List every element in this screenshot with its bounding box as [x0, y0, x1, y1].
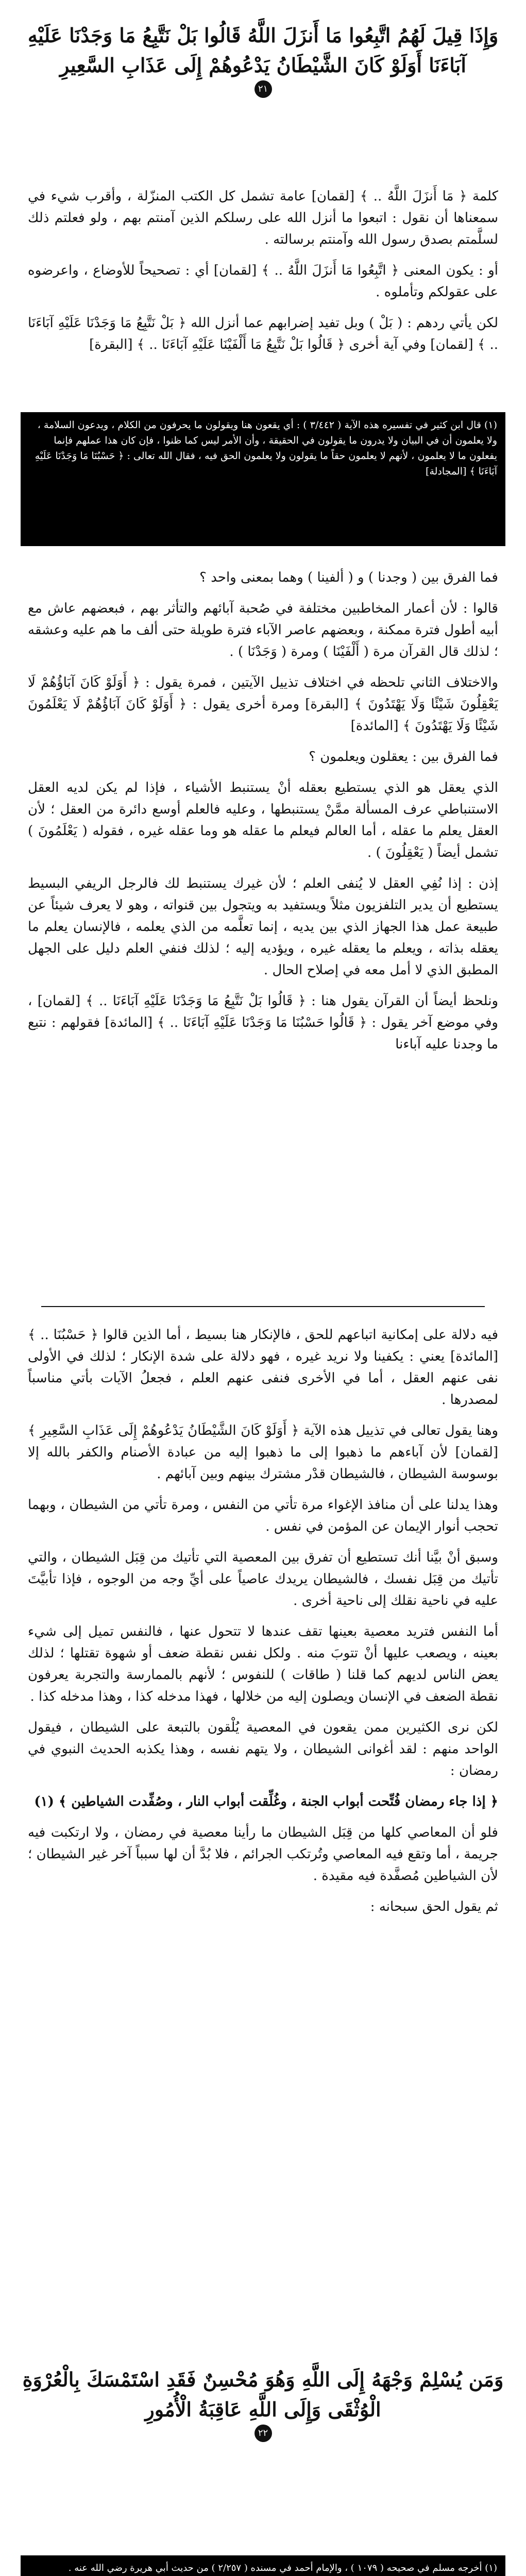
section-3	[28, 1324, 498, 1927]
header-verse-number-wrap	[21, 80, 505, 98]
section-2	[28, 567, 498, 1064]
section-divider	[41, 1306, 485, 1307]
section3-p6: لكن نرى الكثيرين ممن يقعون في المعصية يُلْقون بالتبعة على الشيطان ، فيقول الواحد منهم : لقد أغوانى الشيطان ، ولا يتهم نفسه ، وهذا يكذبه الحديث النبوي في رمضان :	[28, 1720, 498, 1778]
header-verse-number: ٢١	[254, 80, 272, 98]
section3-p8: فلو أن المعاصي كلها من قِبَل الشيطان ما رأينا معصية في رمضان ، ولا ارتكبت فيه جريمة ، أما وتقع فيه المعاصي وتُرتكب الجرائم ، فلا بُدَّ أن لها سبباً آخر غير الشيطان ؛ لأن الشياطين مُصفَّدة فيه مقيدة .	[28, 1825, 498, 1884]
section1-p2: أو : يكون المعنى ﴿ اتَّبِعُوا مَا أَنزَلَ اللَّهُ .. ﴾ [لقمان] أي : تصحيحاً للأوضاع ، واعرضوه على عقولكم وتأملوه .	[28, 263, 498, 300]
header-verse-text: وَإِذَا قِيلَ لَهُمُ اتَّبِعُوا مَا أَنزَلَ اللَّهُ قَالُوا بَلْ نَتَّبِعُ مَا وَجَدْنَا عَلَيْهِ آبَاءَنَا أَوَلَوْ كَانَ الشَّيْطَانُ يَدْعُوهُمْ إِلَى عَذَابِ السَّعِيرِ	[27, 24, 499, 77]
section3-p5: أما النفس فتريد معصية بعينها تقف عندها لا تتحول عنها ، فالنفس تميل إلى شيء بعينه ، ويصعب عليها أنْ تتوبَ منه . ولكل نفس نقطة ضعف أو شهوة تقتلها ؛ لذلك يعض الناس لديهم كما قلنا ( طاقات ) للنفوس ؛ لأنهم بالممارسة والتجربة يعرفون نقطة الضعف في الإنسان ويصلون إليه من خلالها ، فهذا مدخله كذا ، وهذا مدخله كذا .	[28, 1624, 498, 1704]
section3-p3: وهذا يدلنا على أن منافذ الإغواء مرة تأتي من النفس ، ومرة تأتي من الشيطان ، وبهما تحجب أنوار الإيمان عن المؤمن في نفس .	[28, 1497, 498, 1534]
section2-p1: فما الفرق بين ( وجدنا ) و ( ألفينا ) وهما بمعنى واحد ؟	[199, 570, 498, 585]
section3-p4: وسبق أنْ بيَّنا أنك تستطيع أن تفرق بين المعصية التي تأتيك من قِبَل الشيطان ، والتي تأتيك من قِبَل نفسك ، فالشيطان يريدك عاصياً على أيِّ وجه من الوجوه ، فإذا تأبيَّتَ عليه في ناحية نقلك إلى ناحية أخرى .	[28, 1550, 498, 1608]
bottom-verse-number-wrap	[21, 2425, 505, 2442]
header-verse	[21, 21, 505, 175]
section2-p5: الذي يعقل هو الذي يستطيع بعقله أنْ يستنبط الأشياء ، فإذا لم يكن لديه العقل الاستنباطي عرف المسألة ممَّنْ يستنبطها ، وعليه فالعلم أوسع دائرة من العقل ؛ لأن العقل يعلم ما عقله ، أما العالم فيعلم ما عقله هو وما عقله غيره ، فقوله ( يَعْلَمُونَ ) تشمل أيضاً ( يَعْقِلُونَ ) .	[28, 780, 498, 860]
section2-p4: فما الفرق بين : يعقلون ويعلمون ؟	[309, 749, 498, 765]
section2-p6: إذن : إذا نُفِي العقل لا يُنفى العلم ؛ لأن غيرك يستنبط لك فالرجل الريفي البسيط يستطيع أن يدير التلفزيون مثلاً ويستفيد به ويتجول بين قنواته ، وهو لا يعرف شيئاً عن طبيعة عمل هذا الجهاز الذي بين يديه ، إنما تعلَّمه من الذي يعلمه ، فالإنسان يعلم ما يعقله بذاته ، ويعلم ما يعقله غيره ، ويؤديه إليه ؛ لذلك فنفي العلم دليل على الجهل المطبق الذي لا أمل معه في إصلاح الحال .	[28, 876, 498, 978]
section2-p7: ونلحظ أيضاً أن القرآن يقول هنا : ﴿ قَالُوا بَلْ نَتَّبِعُ مَا وَجَدْنَا عَلَيْهِ آبَاءَنَا .. ﴾ [لقمان] ، وفي موضع آخر يقول : ﴿ قَالُوا حَسْبُنَا مَا وَجَدْنَا عَلَيْهِ آبَاءَنَا .. ﴾ [المائدة] فقولهم : نتبع ما وجدنا عليه آباءنا	[28, 993, 498, 1052]
footnote-top	[21, 412, 505, 546]
section-1	[28, 185, 498, 365]
section1-p1: كلمة ﴿ مَا أَنزَلَ اللَّهُ .. ﴾ [لقمان] عامة تشمل كل الكتب المنزّلة ، وأقرب شيء في سمعناها أن نقول : اتبعوا ما أنزل الله على رسلكم الذين آمنتم بهم ، ولو فعلتم ذلك لسلَّمتم بصدق رسول الله وآمنتم برسالته .	[28, 189, 498, 247]
section3-p1: فيه دلالة على إمكانية اتباعهم للحق ، فالإنكار هنا بسيط ، أما الذين قالوا ﴿ حَسْبُنَا .. ﴾ [المائدة] يعني : يكفينا ولا نريد غيره ، فهو دلالة على شدة الإنكار ؛ لذلك في الأولى نفى عنهم العقل ، أما في الأخرى فنفى عنهم العلم ، فجعلُ الآيات بأتي مناسباً لمصدرها .	[28, 1327, 498, 1408]
bottom-verse-text: وَمَن يُسْلِمْ وَجْهَهُ إِلَى اللَّهِ وَهُوَ مُحْسِنٌ فَقَدِ اسْتَمْسَكَ بِالْعُرْوَةِ الْوُثْقَى وَإِلَى اللَّهِ عَاقِبَةُ الْأُمُورِ	[22, 2368, 504, 2421]
hadith-quote: ﴿ إذا جاء رمضان فُتِّحت أبواب الجنة ، وغُلِّقت أبواب النار ، وصُفِّدت الشياطين ﴾ (١)	[34, 1794, 498, 1809]
footer-note	[21, 2555, 505, 2576]
section2-p3: والاختلاف الثاني تلحظه في اختلاف تذييل الآيتين ، فمرة يقول : ﴿ أَوَلَوْ كَانَ آبَاؤُهُمْ لَا يَعْقِلُونَ شَيْئًا وَلَا يَهْتَدُونَ ﴾ [البقرة] ومرة أخرى يقول : ﴿ أَوَلَوْ كَانَ آبَاؤُهُمْ لَا يَعْلَمُونَ شَيْئًا وَلَا يَهْتَدُونَ ﴾ [المائدة]	[28, 675, 498, 734]
footnote-top-text: (١) قال ابن كثير في تفسيره هذه الآية ( ٣/٤٤٢ ) : أي يقعون هنا ويقولون ما يحرفون من الكلام ، ويدعون السلامة ، ولا يعلمون أن في البيان ولا يدرون ما يقولون في الحقيقة ، وأن الأمر ليس كما ظنوا ، فإن كان هذا عملهم فإنما يفعلون ما لا يعلمون ، لأنهم لا يعلمون حقاً ما يقولون ولا يعلمون الحق فيه ، فقال الله تعالى : ﴿ حَسْبُنَا مَا وَجَدْنَا عَلَيْهِ آبَاءَنَا ﴾ [المجادلة]	[35, 419, 497, 477]
bottom-verse-number: ٢٢	[254, 2425, 272, 2442]
section3-p2: وهنا يقول تعالى في تذييل هذه الآية ﴿ أَوَلَوْ كَانَ الشَّيْطَانُ يَدْعُوهُمْ إِلَى عَذَابِ السَّعِيرِ ﴾ [لقمان] لأن آباءهم ما ذهبوا إلى ما ذهبوا إليه من عبادة الأصنام والكفر بالله إلا بوسوسة الشيطان ، فالشيطان قدْر مشترك بينهم وبين آبائهم .	[28, 1423, 498, 1482]
section2-p2: قالوا : لأن أعمار المخاطبين مختلفة في صُحبة آبائهم والتأثر بهم ، فبعضهم عاش مع أبيه أطول فترة ممكنة ، وبعضهم عاصر الآباء فترة طويلة حتى ألف ما هم عليه وعشقه ؛ لذلك قال القرآن مرة ( أَلْفَيْنَا ) ومرة ( وَجَدْنَا ) .	[28, 601, 498, 659]
section1-p3: لكن يأتي ردهم : ( بَلْ ) وبل تفيد إضرابهم عما أنزل الله ﴿ بَلْ نَتَّبِعُ مَا وَجَدْنَا عَلَيْهِ آبَاءَنَا .. ﴾ [لقمان] وفي آية أخرى ﴿ قَالُوا بَلْ نَتَّبِعُ مَا أَلْفَيْنَا عَلَيْهِ آبَاءَنَا .. ﴾ [البقرة]	[28, 315, 498, 352]
footer-note-text: (١) أخرجه مسلم في صحيحه ( ١٠٧٩ ) ، والإمام أحمد في مسنده ( ٢/٢٥٧ ) من حديث أبي هريرة رضي الله عنه .	[68, 2563, 497, 2573]
section3-p9: ثم يقول الحق سبحانه :	[370, 1899, 498, 1914]
bottom-verse	[21, 2365, 505, 2519]
